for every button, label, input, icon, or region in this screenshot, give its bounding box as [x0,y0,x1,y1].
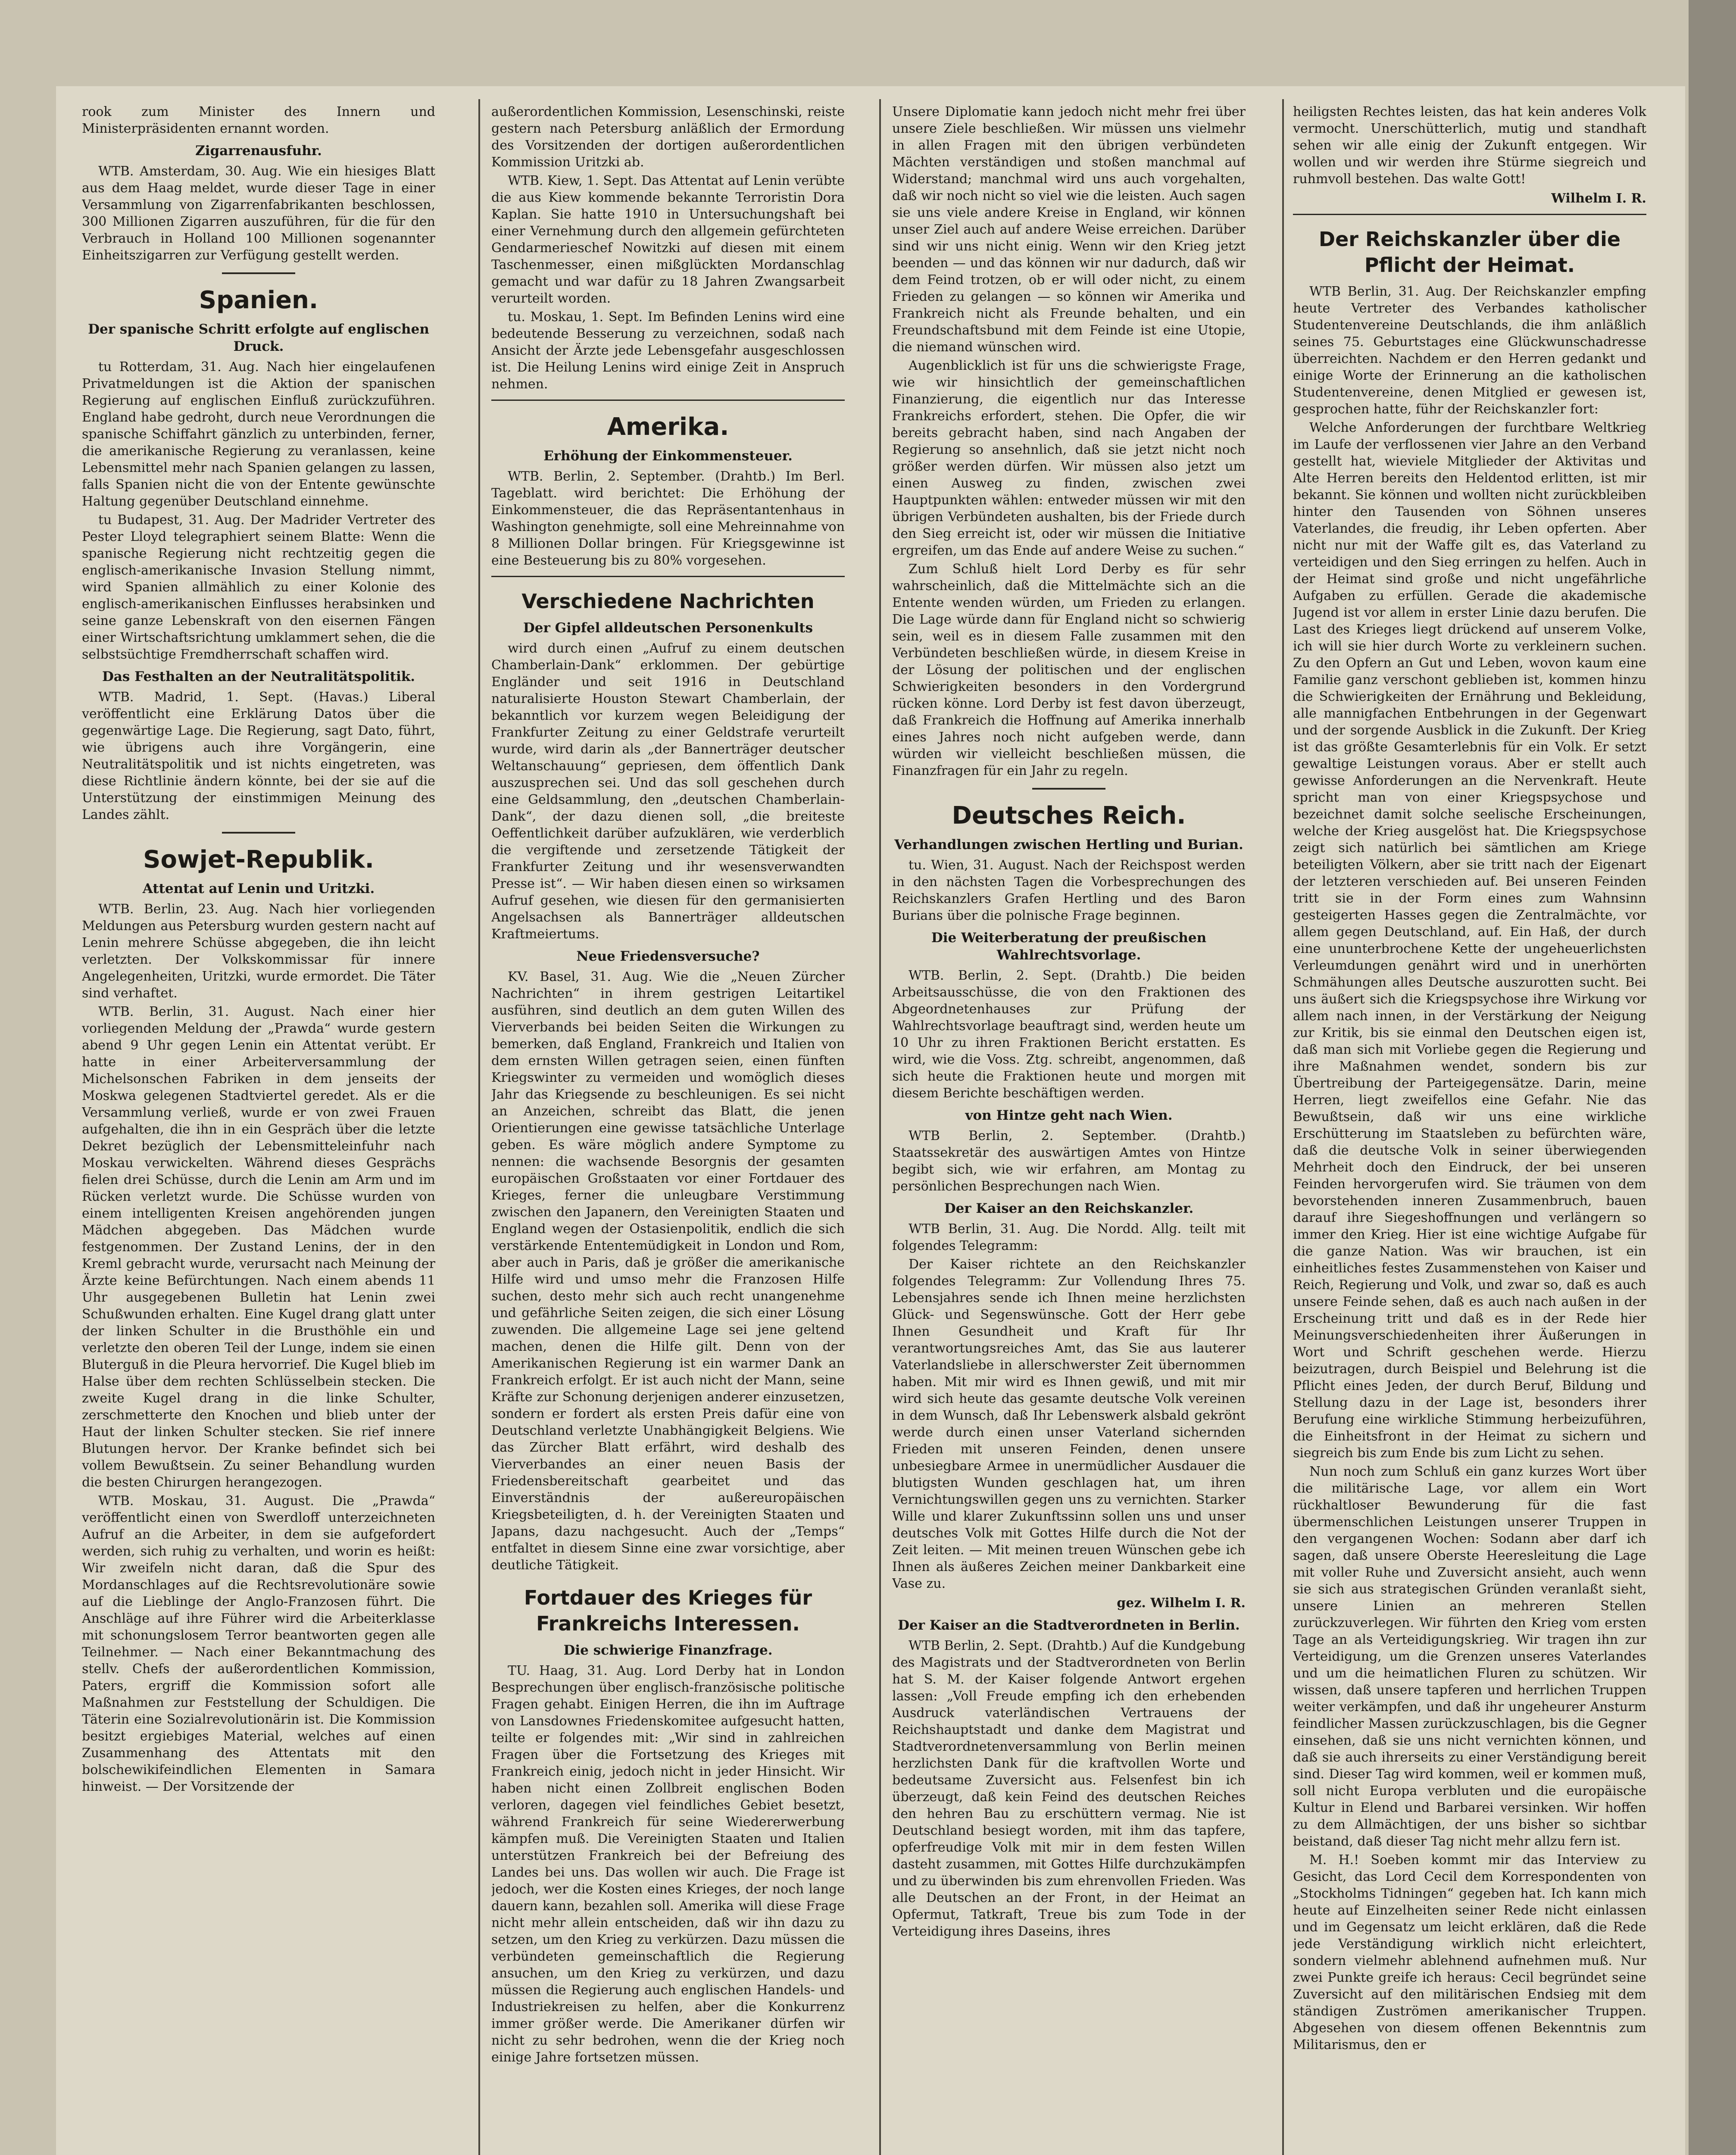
article-heading: Das Festhalten an der Neutralitätspolitik. [102,669,415,684]
separator [222,832,295,834]
article-text: WTB. Moskau, 31. August. Die „Prawda“ veröffentlicht einen von Swerdloff unterzeichneten Aufruf an die Arbeiter, in dem sie aufgefordert werden, sich ruhig zu verhalten, und worin es heißt: Wir zweifeln nicht daran, daß die Spur des Mordanschlages auf die Rechtsrevolutionäre sowie auf die Lieblinge der Anglo-Franzosen führt. Die Anschläge auf ihre Führer wird die Arbeiterklasse mit schonungslosem Terror beantworten gegen alle Teilnehmer. — Nach einer Bekanntmachung des stellv. Chefs der außerordentlichen Kommission, Paters, ergriff die Kommission sofort alle Maßnahmen zur Feststellung der Schuldigen. Die Täterin eine Sozialrevolutionärin ist. Die Kommission besitzt ergiebiges Material, welches auf einen Zusammenhang des Attentats mit den bolschewikifeindlichen Elementen in Samara hinweist. — Der Vorsitzende der [82,1493,435,1794]
column-rule [879,99,881,2155]
separator [1032,788,1105,790]
article-text: WTB. Amsterdam, 30. Aug. Wie ein hiesiges Blatt aus dem Haag meldet, wurde dieser Tage in einer Versammlung von Zigarrenfabrikanten beschlossen, 300 Millionen Zigarren auszuführen, für die für den Verbrauch in Holland 100 Millionen sogenannter Einheitszigarren zur Verfügung gestellt werden. [82,164,435,263]
article-heading: Die Weiterberatung der preußischen Wahlrechtsvorlage. [931,930,1207,963]
separator [1293,214,1646,215]
article-text: tu Rotterdam, 31. Aug. Nach hier eingelaufenen Privatmeldungen ist die Aktion der spanischen Regierung auf englischen Einfluß zurückzuführen. England habe gedroht, durch neue Verordnungen die spanische Schiffahrt gänzlich zu unterbinden, ferner, die amerikanische Regierung zu veranlassen, keine Lebensmittel mehr nach Spanien gelangen zu lassen, falls Spanien nicht die von der Entente gewünschte Haltung gegenüber Deutschland einnehme. [82,359,435,509]
article-text: WTB Berlin, 31. Aug. Die Nordd. Allg. teilt mit folgendes Telegramm: [892,1221,1246,1253]
column-rule [478,99,480,2155]
column-rule [1282,99,1284,2155]
article-text: tu. Wien, 31. August. Nach der Reichspost werden in den nächsten Tagen die Vorbesprechungen des Reichskanzlers Grafen Hertling und des Baron Burians über die polnische Frage beginnen. [892,858,1246,923]
article-text: Nun noch zum Schluß ein ganz kurzes Wort über die militärische Lage, vor allem ein Wort rückhaltloser Bewunderung für die fast übermenschlichen Leistungen unserer Truppen in den vergangenen Wochen: Sodann aber darf ich sagen, daß unsere Oberste Heeresleitung die Lage mit voller Ruhe und Zuversicht ansieht, auch wenn sie sich aus strategischen Gründen veranlaßt sieht, unsere Linien an mehreren Stellen zurückzuverlegen. Wir führten den Krieg vom ersten Tage an als Verteidigungskrieg. Wir tragen ihn zur Verteidigung, um die Grenzen unseres Vaterlandes und um die heimatlichen Fluren zu schützen. Wir wissen, daß unsere tapferen und herrlichen Truppen weiter verkämpfen, und daß ihr ungeheurer Ansturm feindlicher Massen zurückzuschlagen, bis die Gegner einsehen, daß sie uns nicht vernichten können, und daß sie auch ihrerseits zu einer Verständigung bereit sind. Dieser Tag wird kommen, weil er kommen muß, soll nicht Europa verbluten und die europäische Kultur in Elend und Barbarei versinken. Wir hoffen zu dem Allmächtigen, der uns bisher so sichtbar beistand, daß dieser Tag nicht mehr allzu fern ist. [1293,1464,1646,1849]
article-text: WTB. Berlin, 31. August. Nach einer hier vorliegenden Meldung der „Prawda“ wurde gestern abend 9 Uhr gegen Lenin ein Attentat verübt. Er hatte in einer Arbeiterversammlung der Michelsonschen Fabriken in dem jenseits der Moskwa gelegenen Stadtviertel geredet. Als er die Versammlung verließ, wurde er von zwei Frauen aufgehalten, die ihn in ein Gespräch über die letzte Dekret bezüglich der Lebensmitteleinfuhr nach Moskau verwickelten. Während dieses Gesprächs fielen drei Schüsse, durch die Lenin am Arm und im Rücken verletzt wurde. Die Schüsse wurden von einem intelligenten Kreisen angehörenden jungen Mädchen abgegeben. Das Mädchen wurde festgenommen. Der Zustand Lenins, der in den Kreml gebracht wurde, verursacht nach Meinung der Ärzte keine Befürchtungen. Nach einem abends 11 Uhr ausgegebenen Bulletin hat Lenin zwei Schußwunden erhalten. Eine Kugel drang glatt unter der linken Schulter in die Brusthöhle ein und verletzte den oberen Teil der Lunge, indem sie einen Bluterguß in die Pleura hervorrief. Die Kugel blieb im Halse über dem rechten Schlüsselbein stecken. Die zweite Kugel drang in die linke Schulter, zerschmetterte den Knochen und blieb unter der Haut der linken Schulter stecken. Sie rief innere Blutungen hervor. Der Kranke befindet sich bei vollem Bewußtsein. Zu seiner Behandlung wurden die besten Chirurgen herangezogen. [82,1004,435,1490]
section-title: Amerika. [607,413,729,441]
section-title: Sowjet-Republik. [143,846,374,874]
article-text: WTB Berlin, 2. Sept. (Drahtb.) Auf die Kundgebung des Magistrats und der Stadtverordneten von Berlin hat S. M. der Kaiser folgende Antwort ergehen lassen: „Voll Freude empfing ich den erhebenden Ausdruck vaterländischen Vertrauens der Reichshauptstadt und danke dem Magistrat und Stadtverordnetenversammlung von Berlin meinen herzlichsten Dank für die kraftvollen Worte und bedeutsame Zuversicht aus. Felsenfest bin ich überzeugt, daß kein Feind des deutschen Reiches den hehren Bau zu erschüttern vermag. Nie ist Deutschland besiegt worden, mit ihm das tapfere, opferfreudige Volk mit mir in dem festen Willen dasteht zusammen, mit Gottes Hilfe durchzukämpfen und zu überwinden bis zum ehrenvollen Frieden. Was alle Deutschen an der Front, in der Heimat an Opfermut, Tatkraft, Treue bis zum Tode in der Verteidigung ihres Daseins, ihres [892,1638,1246,1939]
article-text: WTB Berlin, 31. Aug. Der Reichskanzler empfing heute Vertreter des Verbandes katholischer Studentenvereine Deutschlands, die ihm anläßlich seines 75. Geburtstages eine Glückwunschadresse überreichten. Nachdem er den Herren gedankt und einige Worte der Erinnerung an die katholischen Studentenvereine, denen Mitglied er gewesen ist, gesprochen hatte, führ der Reichskanzler fort: [1293,284,1646,417]
article-text: WTB. Madrid, 1. Sept. (Havas.) Liberal veröffentlicht eine Erklärung Datos über die gegenwärtige Lage. Die Regierung, sagt Dato, führt, wie übrigens auch ihre Vorgängerin, eine Neutralitätspolitik und ist nichts eingetreten, was diese Richtlinie ändern könnte, bei der sie auf die Unterstützung der einstimmigen Meinung des Landes zählt. [82,690,435,822]
article-text: tu Budapest, 31. Aug. Der Madrider Vertreter des Pester Lloyd telegraphiert seinem Blatte: Wenn die spanische Regierung nicht rechtzeitig gegen die englisch-amerikanische Invasion Stellung nimmt, wird Spanien allmählich zu einer Kolonie des englisch-amerikanischen Einflusses herabsinken und seine ganze Lebenskraft von den eisernen Fängen einer Wirtschaftsrichtung umklammert sehen, die die selbstsüchtige Fremdherrschaft schaffen wird. [82,512,435,662]
column-1 [82,103,435,2155]
article-heading: Der Kaiser an die Stadtverordneten in Berlin. [898,1618,1240,1633]
article-heading: Der spanische Schritt erfolgte auf englischen Druck. [88,322,429,354]
article-text: tu. Moskau, 1. Sept. Im Befinden Lenins wird eine bedeutende Besserung zu verzeichnen, sodaß nach Ansicht der Ärzte jede Lebensgefahr ausgeschlossen ist. Die Heilung Lenins wird einige Zeit in Anspruch nehmen. [491,309,845,392]
article-heading: Attentat auf Lenin und Uritzki. [142,881,375,896]
article-text: TU. Haag, 31. Aug. Lord Derby hat in London Besprechungen über englisch-französische politische Fragen gehabt. Einigen Herren, die ihn im Auftrage von Lansdownes Friedenskomitee aufgesucht hatten, teilte er folgendes mit: „Wir sind in zahlreichen Fragen über die Fortsetzung des Krieges mit Frankreich einig, jedoch nicht in jeder Hinsicht. Wir haben nicht einen Zollbreit englischen Boden verloren, dagegen viel feindliches Gebiet besetzt, während Frankreich für seine Wiedererwerbung kämpfen muß. Die Vereinigten Staaten und Italien unterstützen Frankreich bei der Befreiung des Landes bei uns. Das wollen wir auch. Die Frage ist jedoch, wer die Kosten eines Krieges, der noch lange dauern kann, bezahlen soll. Amerika will diese Frage nicht mehr allein entscheiden, daß wir ihn dazu zu setzen, um den Krieg zu verkürzen. Dazu müssen die verbündeten gemeinschaftlich die Regierung ansuchen, um den Krieg zu verkürzen, und dazu müssen die Regierung auch englischen Handels- und Industriekreisen zu helfen, aber die Konkurrenz immer größer werde. Die Amerikaner dürfen wir nicht zu sehr bedrohen, wenn die der Krieg noch einige Jahre fortsetzen müssen. [491,1663,845,2065]
article-text: WTB. Kiew, 1. Sept. Das Attentat auf Lenin verübte die aus Kiew kommende bekannte Terroristin Dora Kaplan. Sie hatte 1910 in Untersuchungshaft bei einer Vernehmung durch den allgemein gefürchteten Gendarmerieschef Nowitzki auf diesen mit einem Taschenmesser, einen mißglückten Mordanschlag gemacht und war dafür zu 18 Jahren Zwangsarbeit verurteilt worden. [491,173,845,306]
section-title: Der Reichskanzler über die Pflicht der Heimat. [1318,228,1621,277]
separator [491,400,845,401]
signature: gez. Wilhelm I. R. [1117,1596,1246,1611]
article-text: Der Kaiser richtete an den Reichskanzler folgendes Telegramm: Zur Vollendung Ihres 75. Lebensjahres sende ich Ihnen meine herzlichsten Glück- und Segenswünsche. Gott der Herr gebe Ihnen Gesundheit und Kraft für Ihr verantwortungsreiches Amt, das Sie aus lauterer Vaterlandsliebe in allerschwerster Zeit übernommen haben. Mit mir wird es Ihnen gewiß, und mit mir wird sich heute das gesamte deutsche Volk vereinen in dem Wunsch, daß Ihr Lebenswerk alsbald gekrönt werde durch einen unser Vaterland sichernden Frieden mit unseren Feinden, denen unsere unbesiegbare Armee in unermüdlicher Ausdauer die blutigsten Wunden geschlagen hat, um ihren Vernichtungswillen gegen uns zu vernichten. Starker Wille und klarer Zukunftssinn sollen uns und unser deutsches Volk mit Gottes Hilfe durch die Not der Zeit leiten. — Mit meinen treuen Wünschen gebe ich Ihnen als äußeres Zeichen meiner Dankbarkeit eine Vase zu. [892,1257,1246,1591]
article-heading: Verhandlungen zwischen Hertling und Burian. [894,837,1243,853]
article-text: Augenblicklich ist für uns die schwierigste Frage, wie wir hinsichtlich der gemeinschaftlichen Finanzierung, die eigentlich nur das Interesse Frankreichs erfordert, stehen. Die Opfer, die wir bereits gebracht haben, sind nach Angaben der Regierung so ansehnlich, daß sie jetzt nicht noch größer werden dürfen. Wir müssen also jetzt um einen Ausweg zu finden, zwischen zwei Hauptpunkten wählen: entweder müssen wir mit den übrigen Verbündeten aushalten, bis der Friede durch den Sieg erreicht ist, oder wir müssen die Initiative ergreifen, um das Ende auf andere Weise zu suchen.“ [892,358,1246,558]
article-heading: Neue Friedensversuche? [576,949,760,964]
section-title: Deutsches Reich. [952,802,1186,830]
column-4 [1293,103,1646,2155]
article-text: heiligsten Rechtes leisten, das hat kein anderes Volk vermocht. Unerschütterlich, mutig und standhaft sehen wir alle einig der Zukunft entgegen. Wir wollen und wir werden ihre Stürme siegreich und ruhmvoll bestehen. Das walte Gott! [1293,104,1646,187]
separator [491,576,845,577]
article-text: WTB. Berlin, 2. September. (Drahtb.) Im Berl. Tageblatt. wird berichtet: Die Erhöhung der Einkommensteuer, die das Repräsentantenhaus in Washington genehmigte, soll eine Mehreinnahme von 8 Millionen Dollar bringen. Für Kriegsgewinne ist eine Besteuerung bis zu 80% vorgesehen. [491,469,845,568]
section-title: Fortdauer des Krieges für Frankreichs Interessen. [524,1586,812,1635]
signature: Wilhelm I. R. [1551,191,1646,206]
article-text: KV. Basel, 31. Aug. Wie die „Neuen Zürcher Nachrichten“ in ihrem gestrigen Leitartikel ausführen, sind deutlich an dem guten Willen des Vierverbands bei beiden Seiten die Wirkungen zu bemerken, daß England, Frankreich und Italien von dem ernsten Willen getragen seien, einen fünften Kriegswinter zu vermeiden und womöglich dieses Jahr das Kriegsende zu beschleunigen. Es sei nicht an Anzeichen, schreibt das Blatt, die jenen Orientierungen eine gewisse tatsächliche Unterlage geben. Es wäre möglich andere Symptome zu nennen: die wachsende Besorgnis der gesamten europäischen Großstaaten vor einer Fortdauer des Krieges, ferner die unleugbare Verstimmung zwischen den Japanern, den Vereinigten Staaten und England wegen der Ostasienpolitik, endlich die sich verstärkende Ententemüdigkeit in London und Rom, aber auch in Paris, daß je größer die amerikanische Hilfe wird und umso mehr die Franzosen Hilfe suchen, desto mehr sich auch recht unangenehme und gefährliche Seiten zeigen, die sich einer Lösung zuwenden. Die allgemeine Lage sei jene geltend machen, denen die Hilfe gilt. Denn von der Amerikanischen Regierung ist ein warmer Dank an Frankreich erfolgt. Er ist auch nicht der Mann, seine Kräfte zur Schonung derjenigen anderer einzusetzen, sondern er fordert als ersten Preis dafür eine von Deutschland verletzte Unabhängigkeit Belgiens. Wie das Zürcher Blatt erfährt, wird deshalb des Vierverbandes an einer neuen Basis der Friedensbereitschaft gearbeitet und das Einverständnis der außereuropäischen Kriegsbeteiligten, d. h. der Vereinigten Staaten und Japans, dazu nachgesucht. Auch der „Temps“ entfaltet in diesem Sinne eine zwar vorsichtige, aber deutliche Tätigkeit. [491,969,845,1573]
article-text: rook zum Minister des Innern und Ministerpräsidenten ernannt worden. [82,104,435,136]
section-title: Spanien. [199,286,318,314]
article-heading: Die schwierige Finanzfrage. [563,1643,773,1658]
article-text: WTB. Berlin, 2. Sept. (Drahtb.) Die beiden Arbeitsausschüsse, die von den Fraktionen des Abgeordnetenhauses zur Prüfung der Wahlrechtsvorlage beauftragt sind, werden heute um 10 Uhr zu ihren Fraktionen Bericht erstatten. Es wird, wie die Voss. Ztg. schreibt, angenommen, daß sich heute die Fraktionen heute und morgen mit diesem Berichte beschäftigen werden. [892,968,1246,1101]
article-heading: Erhöhung der Einkommensteuer. [543,448,793,464]
separator [222,272,295,274]
article-text: Unsere Diplomatie kann jedoch nicht mehr frei über unsere Ziele beschließen. Wir müssen uns vielmehr in allen Fragen mit den übrigen verbündeten Mächten verständigen und stoßen manchmal auf Widerstand; manchmal wird uns auch vorgehalten, daß wir noch nicht so viel wie die leisten. Auch sagen sie uns viele andere Kreise in England, wir können unser Ziel auch auf andere Weise erreichen. Darüber sind wir uns nicht einig. Wenn wir den Krieg jetzt beenden — und das können wir nur dadurch, daß wir dem Feind trotzen, ob er will oder nicht, zu einem Frieden zu gelangen — so können wir Amerika und Frankreich nicht als Freunde behalten, und ein Freundschaftsbund mit dem Feinde ist eine Utopie, die niemand wünschen wird. [892,104,1246,355]
article-heading: Der Kaiser an den Reichskanzler. [944,1201,1194,1216]
column-2 [491,103,845,2155]
article-text: Zum Schluß hielt Lord Derby es für sehr wahrscheinlich, daß die Mittelmächte sich an die Entente wenden würden, um Frieden zu erlangen. Die Lage würde dann für England nicht so schwierig sein, weil es in diesem Falle zusammen mit den Verbündeten beschließen würde, in diesem Kreise in der Lösung der politischen und der englischen Schwierigkeiten besonders in den Vordergrund rücken könne. Lord Derby ist fest davon überzeugt, daß Frankreich die Hoffnung auf Amerika innerhalb eines Jahres noch nicht aufgeben werde, dann würden wir vielleicht beschließen müssen, die Finanzfragen für ein Jahr zu regeln. [892,562,1246,778]
article-text: wird durch einen „Aufruf zu einem deutschen Chamberlain-Dank“ erklommen. Der gebürtige Engländer und seit 1916 in Deutschland naturalisierte Houston Stewart Chamberlain, der bekanntlich vor kurzem wegen Beleidigung der Frankfurter Zeitung zu einer Geldstrafe verurteilt wurde, wird darin als „der Bannerträger deutscher Weltanschauung“ gepriesen, dem öffentlich Dank auszusprechen sei. Und das soll geschehen durch eine Geldsammlung, den „deutschen Chamberlain-Dank“, der dazu dienen soll, „die breiteste Oeffentlichkeit darüber aufzuklären, wie verderblich die vergiftende und zersetzende Tätigkeit der Frankfurter Zeitung und ihr wesensverwandten Presse ist“. — Wir haben diesen einen so wirksamen Aufruf gesehen, wie diesen für den germanisierten Angelsachsen als Bannerträger alldeutschen Kraftmeiertums. [491,641,845,942]
article-text: WTB. Berlin, 23. Aug. Nach hier vorliegenden Meldungen aus Petersburg wurden gestern nacht auf Lenin mehrere Schüsse abgegeben, die ihn leicht verletzten. Der Volkskommissar für innere Angelegenheiten, Uritzki, wurde ermordet. Die Täter sind verhaftet. [82,902,435,1001]
article-text: M. H.! Soeben kommt mir das Interview zu Gesicht, das Lord Cecil dem Korrespondenten von „Stockholms Tidningen“ gegeben hat. Ich kann mich heute auf Einzelheiten seiner Rede nicht einlassen und im Gegensatz um leicht erklären, daß die Rede jede Verständigung wirklich nicht erleichtert, sondern vielmehr ablehnend aufnehmen muß. Nur zwei Punkte greife ich heraus: Cecil begründet seine Zuversicht auf den militärischen Endsieg mit dem ständigen Zuströmen amerikanischer Truppen. Abgesehen von diesem offenen Bekenntnis zum Militarismus, den er [1293,1852,1646,2052]
article-text: WTB Berlin, 2. September. (Drahtb.) Staatssekretär des auswärtigen Amtes von Hintze begibt sich, wie wir erfahren, am Montag zu persönlichen Besprechungen nach Wien. [892,1128,1246,1194]
article-text: außerordentlichen Kommission, Lesenschinski, reiste gestern nach Petersburg anläßlich der Ermordung des Vorsitzenden der dortigen außerordentlichen Kommission Uritzki ab. [491,104,845,170]
article-text: Welche Anforderungen der furchtbare Weltkrieg im Laufe der verflossenen vier Jahre an den Verband gestellt hat, wieviele Mitglieder der Aktivitas und Alte Herren bereits den Heldentod erlitten, ist mir bekannt. Sie können und wollten nicht zurückbleiben hinter den Tausenden von Söhnen unseres Vaterlandes, die freudig, ihr Leben opferten. Aber nicht nur mit der Waffe gilt es, das Vaterland zu verteidigen und den Sieg erringen zu helfen. Auch in der Heimat sind große und nicht ungefährliche Aufgaben zu erfüllen. Gerade die akademische Jugend ist vor allem in erster Linie dazu berufen. Die Last des Krieges liegt drückend auf unserem Volke, ich will sie hier durch Worte zu verkleinern suchen. Zu den Opfern an Gut und Leben, wovon kaum eine Familie ganz verschont geblieben ist, kommen hinzu die Schwierigkeiten der Ernährung und Bekleidung, alle mannigfachen Entbehrungen in der Gegenwart und der sorgende Ausblick in die Zukunft. Der Krieg ist das größte Gesamterlebnis für ein Volk. Er setzt gewaltige Leistungen voraus. Aber er stellt auch gewisse Anforderungen an die Nervenkraft. Heute spricht man von einer Kriegspsychose und bezeichnet damit solche seelische Erscheinungen, welche der Krieg ausgelöst hat. Die Kriegspsychose zeigt sich natürlich bei sämtlichen am Kriege beteiligten Völkern, aber sie tritt nach der Eigenart der letzteren verschieden auf. Bei unseren Feinden tritt sie in der Form eines zum Wahnsinn gesteigerten Hasses gegen die Zentralmächte, vor allem gegen Deutschland, auf. Ein Haß, der durch eine ununterbrochene Kette der ungeheuerlichsten Verleumdungen genährt wird und in unerhörten Schmähungen alles Deutsche auszurotten sucht. Bei uns äußert sich die Kriegspsychose ihre Wirkung vor allem nach innen, in der Verstärkung der Neigung zur Kritik, bis sie einmal den Deutschen eigen ist, daß man sich mit Vorliebe gegen die Regierung und ihre Maßnahmen wendet, sondern bis zur Übertreibung der Parteigegensätze. Darin, meine Herren, liegt zweifellos eine Gefahr. Nie das Bewußtsein, daß wir uns eine wirkliche Erschütterung im Staatsleben zu befürchten wäre, daß die deutsche Volk in seiner überwiegenden Mehrheit doch den Eindruck, der bei unseren Feinden hervorgerufen wird. Sie träumen von dem bevorstehenden inneren Zusammenbruch, bauen darauf ihre Siegeshoffnungen und verlängern so immer den Krieg. Hier ist eine wichtige Aufgabe für die ganze Nation. Was wir brauchen, ist ein einheitliches festes Zusammenstehen von Kaiser und Reich, Regierung und Volk, und zwar so, daß es auch unsere Feinde sehen, daß es auch nach außen in der Erscheinung tritt und daß es in der Rede hier Meinungsverschiedenheiten ihrer Äußerungen in Wort und Schrift geschehen werde. Hierzu beizutragen, durch Beispiel und Belehrung ist die Pflicht eines Jeden, der durch Beruf, Bildung und Stellung dazu in der Lage ist, besonders ihrer Berufung eine wirkliche Stimmung herbeizuführen, die Einheitsfront in der Heimat zu sichern und siegreich bis zum Ende bis zum Licht zu sehen. [1293,420,1646,1461]
page-edge [1689,0,1736,2155]
section-title: Verschiedene Nachrichten [521,590,815,613]
column-3 [892,103,1246,2155]
article-heading: Der Gipfel alldeutschen Personenkults [523,620,813,636]
article-heading: Zigarrenausfuhr. [195,143,322,159]
article-heading: von Hintze geht nach Wien. [965,1108,1173,1123]
